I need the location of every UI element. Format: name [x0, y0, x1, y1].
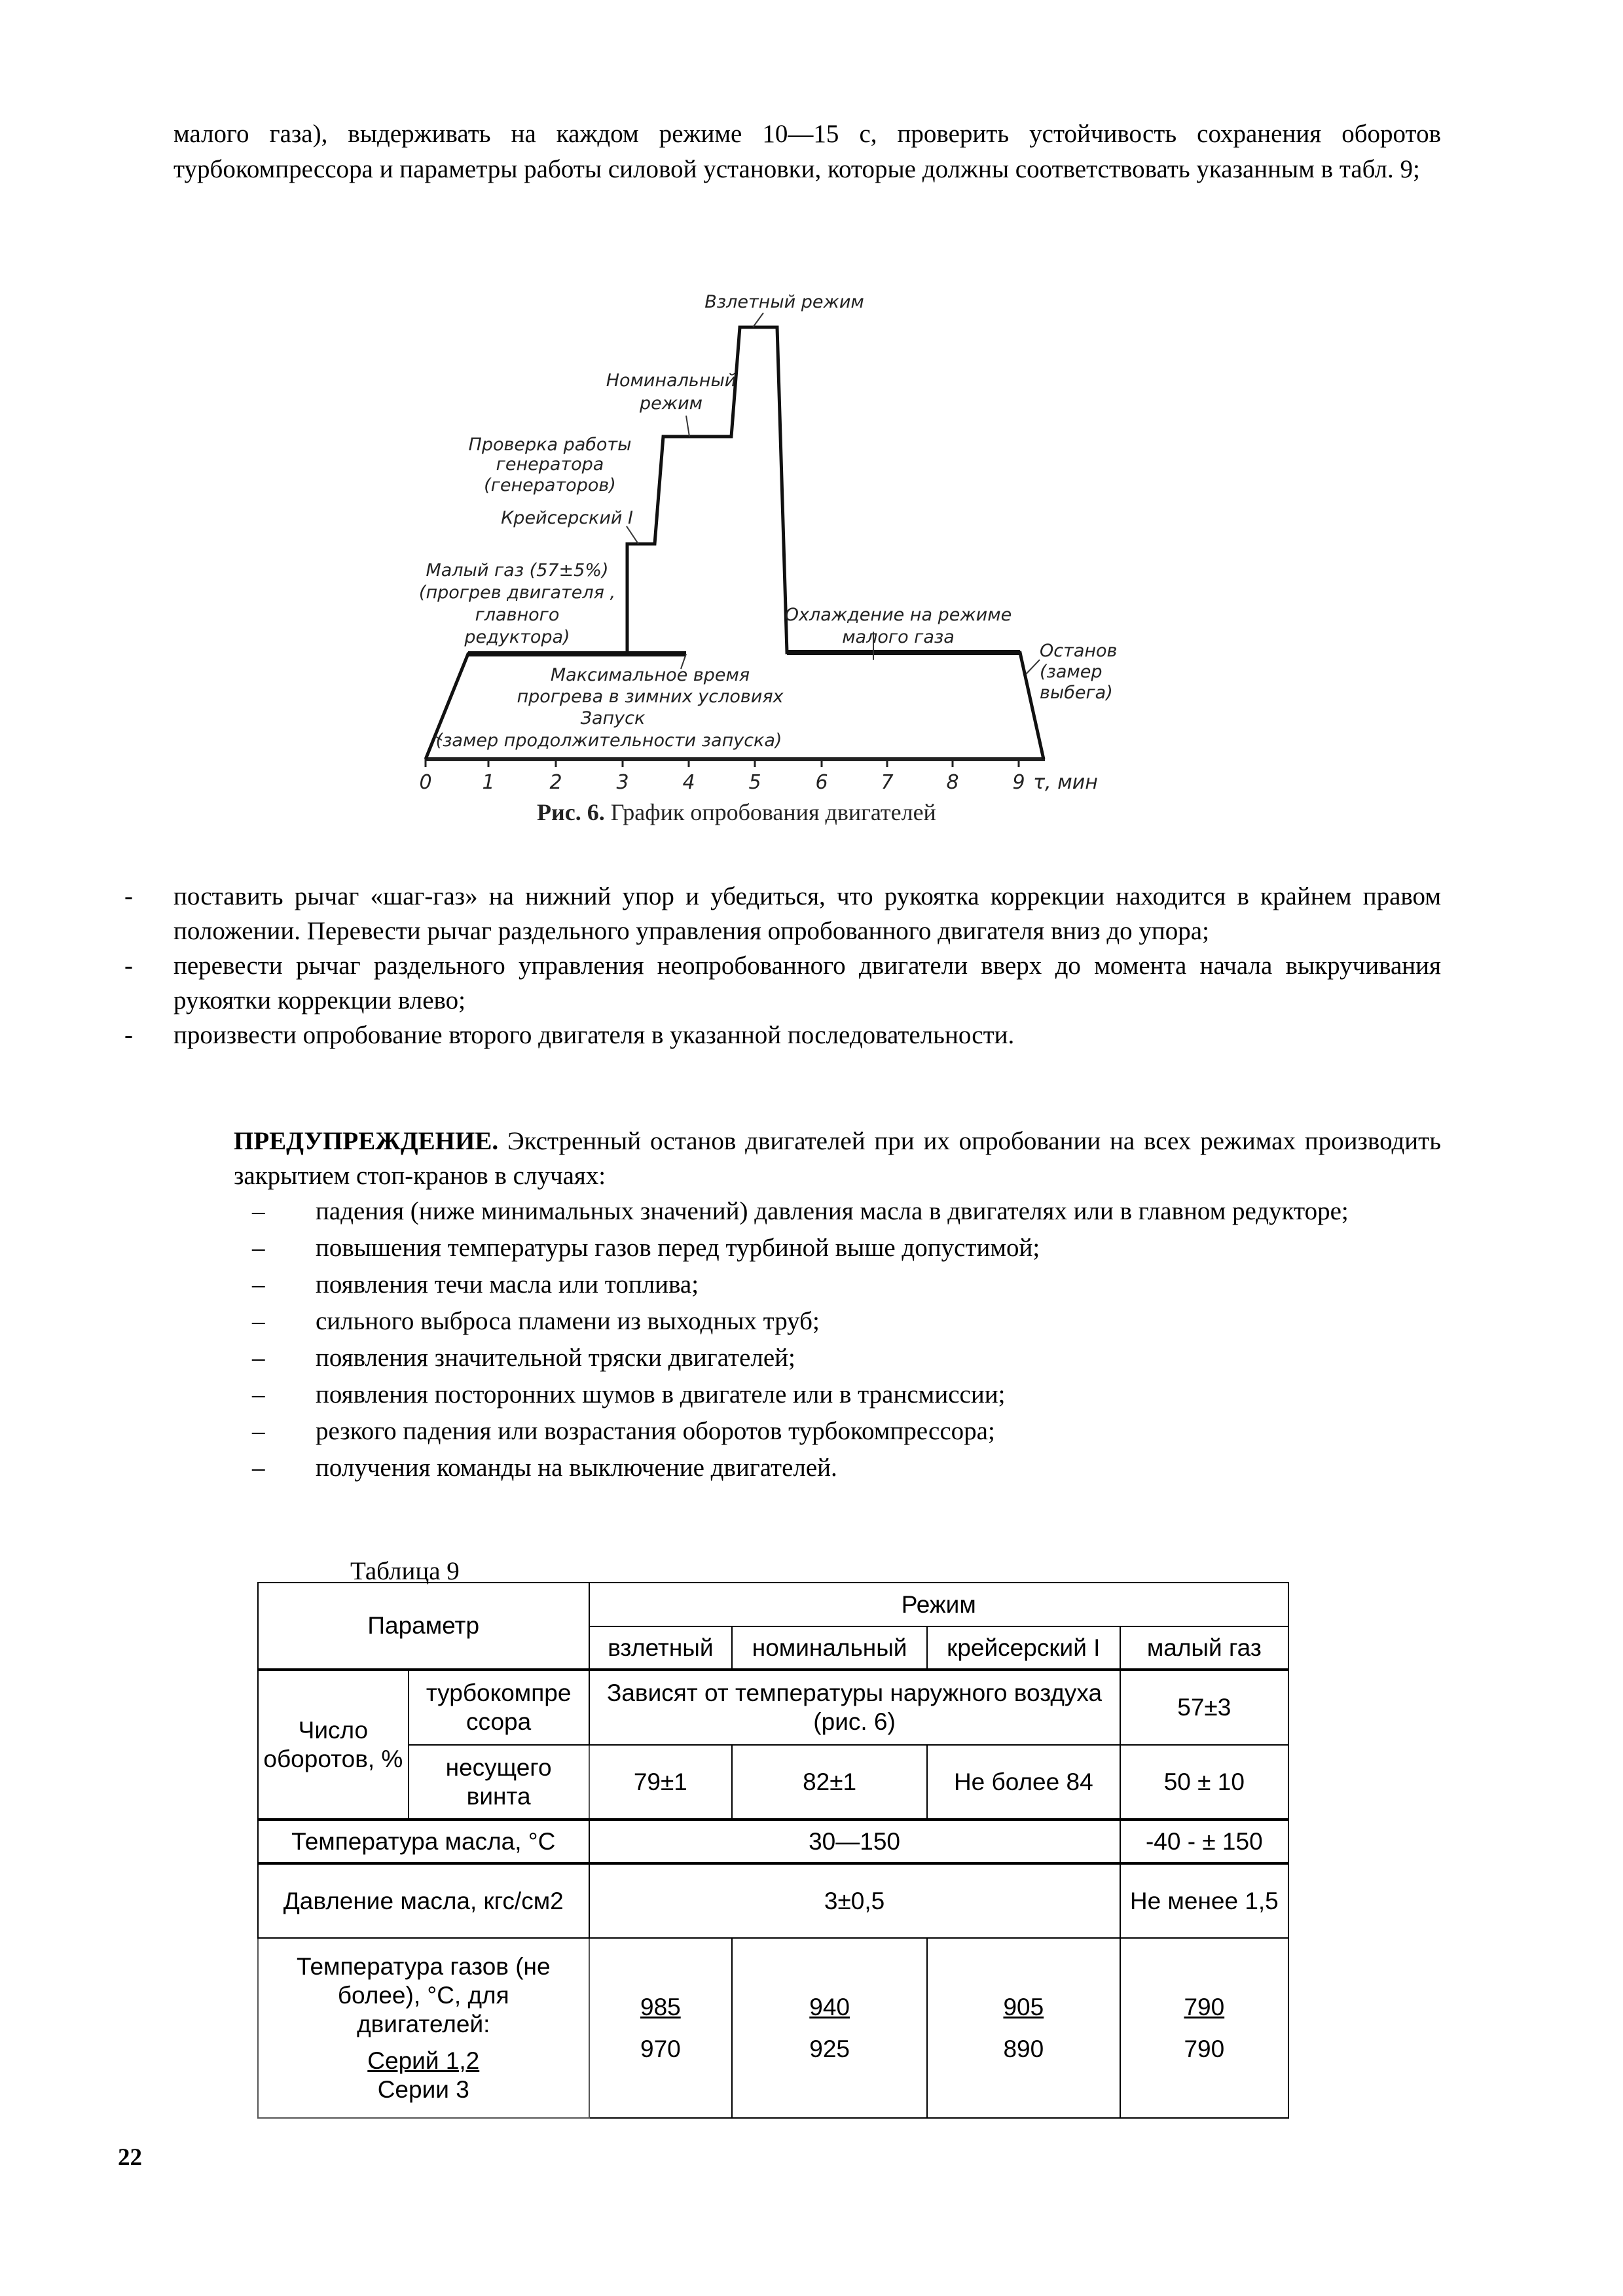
table-title: Таблица 9: [350, 1557, 460, 1585]
oil-temp-merged: 30—150: [589, 1820, 1120, 1863]
tick-label: 0: [419, 771, 432, 794]
gas-temp-label-cell: [258, 1938, 589, 2118]
table-row: [258, 1670, 1288, 1745]
rpm-rotor-takeoff: 79±1: [589, 1745, 733, 1820]
warning-title: ПРЕДУПРЕЖДЕНИЕ.: [234, 1127, 499, 1155]
oil-pressure-idle: Не менее 1,5: [1120, 1863, 1288, 1938]
list-item: – резкого падения или возрастания оборотов турбокомпрессора;: [252, 1417, 995, 1445]
runup-profile-line: [426, 327, 1044, 759]
rpm-rotor-label: несущего винта: [409, 1745, 589, 1820]
warning-text: Экстренный останов двигателей при их опробовании на всех режимах производить закрытием стоп-кранов в случаях:: [234, 1127, 1441, 1190]
label-nominal-2: режим: [640, 393, 702, 414]
gas-temp-series-12: Серий 1,2: [367, 2047, 480, 2074]
label-warmup-2: прогрева в зимних условиях: [517, 687, 784, 707]
tick-label: 9: [1012, 771, 1025, 794]
header-param: Параметр: [258, 1583, 589, 1670]
oil-pressure-label: Давление масла, кгс/см2: [258, 1863, 589, 1938]
header-mode-nominal: номинальный: [732, 1626, 927, 1670]
label-stop-2: (замер: [1040, 662, 1103, 682]
figure-caption-prefix: Рис. 6.: [537, 799, 605, 825]
oil-temp-idle: -40 - ± 150: [1120, 1820, 1288, 1863]
label-nominal-1: Номинальный: [606, 370, 737, 391]
rpm-turbo-merged: Зависят от температуры наружного воздуха (рис. 6): [589, 1670, 1120, 1745]
header-mode-idle: малый газ: [1120, 1626, 1288, 1670]
header-mode-cruise: крейсерский I: [927, 1626, 1120, 1670]
list-item: – появления течи масла или топлива;: [252, 1270, 699, 1299]
label-idle-1: Малый газ (57±5%): [426, 560, 609, 581]
intro-paragraph: малого газа), выдерживать на каждом режиме 10—15 с, проверить устойчивость сохранения оборотов турбокомпрессора и параметры работы силовой установки, которые должны соответствовать указанным в табл. 9;: [173, 120, 1441, 183]
rpm-rotor-idle: 50 ± 10: [1120, 1745, 1288, 1820]
label-warmup-1: Максимальное время: [550, 665, 750, 685]
list-item: - произвести опробование второго двигателя в указанной последовательности.: [124, 1021, 1015, 1049]
tick-label: 6: [815, 771, 828, 794]
tick-label: 3: [616, 771, 629, 794]
list-item: – повышения температуры газов перед турбиной выше допустимой;: [252, 1234, 1040, 1262]
tick-label: 2: [549, 771, 562, 794]
tick-label: 8: [946, 771, 959, 794]
tick-label: 5: [748, 771, 761, 794]
list-item: – получения команды на выключение двигателей.: [252, 1454, 837, 1482]
label-cooling-1: Охлаждение на режиме: [784, 605, 1012, 625]
label-stop-1: Останов: [1040, 641, 1118, 661]
label-cruise: Крейсерский I: [501, 508, 633, 528]
tick-label: 7: [881, 771, 894, 794]
leader-lines: [435, 313, 1040, 740]
label-takeoff: Взлетный режим: [704, 292, 864, 312]
oil-temp-label: Температура масла, °С: [258, 1820, 589, 1863]
list-item: - поставить рычаг «шаг-газ» на нижний упор и убедиться, что рукоятка коррекции находится в крайнем правом положении. Перевести рычаг раздельного управления опробованного двигателя вниз до упора;: [124, 882, 1441, 945]
label-idle-3: главного: [475, 605, 560, 625]
rpm-rotor-cruise: Не более 84: [927, 1745, 1120, 1820]
label-idle-2: (прогрев двигателя ,: [418, 583, 616, 603]
list-item: – появления посторонних шумов в двигателе или в трансмиссии;: [252, 1380, 1006, 1408]
table-row: [258, 1863, 1288, 1938]
table-9: [257, 1582, 1289, 2119]
list-item: – падения (ниже минимальных значений) давления масла в двигателях или в главном редукторе;: [252, 1197, 1349, 1225]
label-start-1: Запуск: [580, 708, 646, 728]
label-generator-check-1: Проверка работы: [468, 435, 632, 455]
gas-temp-label: Температура газов (не более), °С, для двигателей:: [296, 1952, 551, 2037]
list-item: - перевести рычаг раздельного управления неопробованного двигатели вверх до момента начала выкручивания рукоятки коррекции влево;: [124, 952, 1441, 1014]
rpm-turbo-idle: 57±3: [1120, 1670, 1288, 1745]
rpm-turbo-label: турбокомпре ссора: [409, 1670, 589, 1745]
header-mode-takeoff: взлетный: [589, 1626, 733, 1670]
label-idle-4: редуктора): [464, 627, 570, 647]
list-item: – сильного выброса пламени из выходных труб;: [252, 1307, 820, 1335]
tick-label: 4: [682, 771, 695, 794]
oil-pressure-merged: 3±0,5: [589, 1863, 1120, 1938]
gas-temp-cruise: 905 890: [927, 1938, 1120, 2118]
tick-label: 1: [482, 771, 495, 794]
gas-temp-series-3: Серии 3: [377, 2075, 469, 2103]
label-cooling-2: малого газа: [842, 627, 955, 647]
gas-temp-takeoff: 985 970: [589, 1938, 733, 2118]
axis-ticks: [426, 759, 1019, 767]
warning-conditions: [234, 1193, 1441, 1486]
list-item: – появления значительной тряски двигателей;: [252, 1344, 795, 1372]
rpm-rotor-nominal: 82±1: [732, 1745, 927, 1820]
table-row: [258, 1820, 1288, 1863]
warning-paragraph: [234, 1124, 1441, 1193]
figure-caption: [537, 798, 936, 826]
table-row: [258, 1745, 1288, 1820]
label-generator-check-3: (генераторов): [484, 475, 616, 495]
figure-caption-text: График опробования двигателей: [610, 799, 936, 825]
gas-temp-idle: 790 790: [1120, 1938, 1288, 2118]
x-axis-label: τ, мин: [1033, 771, 1098, 794]
label-stop-3: выбега): [1040, 683, 1113, 703]
table-row: [258, 1938, 1288, 2118]
label-start-2: (замер продолжительности запуска): [435, 730, 782, 751]
label-generator-check-2: генератора: [496, 454, 604, 475]
procedure-steps: [124, 879, 1441, 1052]
page-number: 22: [118, 2144, 142, 2171]
gas-temp-nominal: 940 925: [732, 1938, 927, 2118]
header-mode: Режим: [589, 1583, 1289, 1626]
rpm-label: Число оборотов, %: [258, 1670, 409, 1820]
